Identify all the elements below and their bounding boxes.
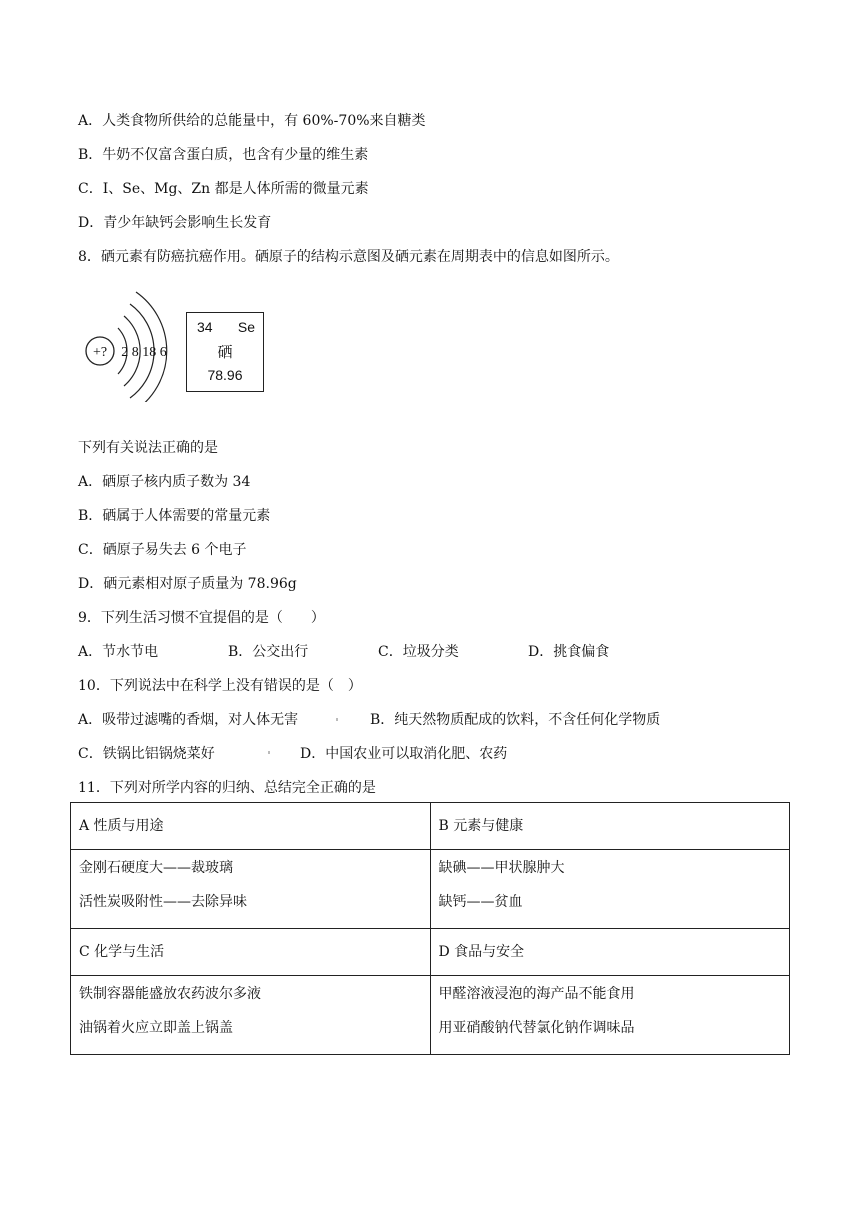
table-cell-c-content <box>71 976 431 1055</box>
q10-option-d: D．中国农业可以取消化肥、农药 <box>300 746 508 762</box>
atomic-number: 34 <box>197 319 213 335</box>
q8-option-b: B．硒属于人体需要的常量元素 <box>78 508 271 524</box>
atomic-mass: 78.96 <box>207 367 243 383</box>
q10-option-b: B．纯天然物质配成的饮料，不含任何化学物质 <box>370 712 661 728</box>
q9-option-d: D．挑食偏食 <box>528 644 610 660</box>
atomic-structure-diagram <box>80 282 190 402</box>
q9-option-a: A．节水节电 <box>78 644 159 660</box>
table-cell-b-content <box>430 850 790 929</box>
table-line: 用亚硝酸钠代替氯化钠作调味品 <box>438 1020 635 1036</box>
q11-summary-table <box>70 802 790 1055</box>
table-cell-b-heading: B 元素与健康 <box>430 803 790 850</box>
table-line: 活性炭吸附性——去除异味 <box>79 894 247 910</box>
q11-stem: 11．下列对所学内容的归纳、总结完全正确的是 <box>78 780 376 796</box>
q8-prompt: 下列有关说法正确的是 <box>78 440 218 456</box>
q10-option-c: C．铁锅比铝锅烧菜好 <box>78 746 215 762</box>
table-line: 甲醛溶液浸泡的海产品不能食用 <box>438 986 635 1002</box>
q8-option-d: D．硒元素相对原子质量为 78.96g <box>78 576 297 592</box>
q9-option-c: C．垃圾分类 <box>378 644 459 660</box>
q9-stem: 9．下列生活习惯不宜提倡的是（ ） <box>78 610 325 626</box>
q9-option-b: B．公交出行 <box>228 644 309 660</box>
electron-counts: 2 8 18 6 <box>121 345 167 360</box>
q7-option-c: C．I、Se、Mg、Zn 都是人体所需的微量元素 <box>78 181 369 197</box>
table-line: 缺钙——贫血 <box>438 894 523 910</box>
q8-stem: 8．硒元素有防癌抗癌作用。硒原子的结构示意图及硒元素在周期表中的信息如图所示。 <box>78 249 619 265</box>
q10-option-a: A．吸带过滤嘴的香烟，对人体无害 <box>78 712 299 728</box>
element-name: 硒 <box>217 343 233 361</box>
table-cell-d-heading: D 食品与安全 <box>430 929 790 976</box>
q10-stem: 10．下列说法中在科学上没有错误的是（ ） <box>78 678 362 694</box>
element-symbol: Se <box>237 319 255 335</box>
table-cell-d-content <box>430 976 790 1055</box>
q8-option-c: C．硒原子易失去 6 个电子 <box>78 542 247 558</box>
scan-speck <box>336 718 338 721</box>
table-cell-a-content <box>71 850 431 929</box>
periodic-element-cell <box>186 312 264 392</box>
table-line: 金刚石硬度大——裁玻璃 <box>79 860 233 876</box>
q7-option-d: D．青少年缺钙会影响生长发育 <box>78 215 272 231</box>
table-line: 缺碘——甲状腺肿大 <box>438 860 565 876</box>
nucleus-charge: +? <box>92 345 108 360</box>
table-line: 油锅着火应立即盖上锅盖 <box>79 1020 233 1036</box>
q8-option-a: A．硒原子核内质子数为 34 <box>78 474 251 490</box>
table-cell-c-heading: C 化学与生活 <box>71 929 431 976</box>
scan-speck <box>268 751 270 754</box>
table-line: 铁制容器能盛放农药波尔多液 <box>79 986 261 1002</box>
q7-option-b: B．牛奶不仅富含蛋白质，也含有少量的维生素 <box>78 147 369 163</box>
q7-option-a: A．人类食物所供给的总能量中，有 60%-70%来自糖类 <box>78 113 426 129</box>
table-cell-a-heading: A 性质与用途 <box>71 803 431 850</box>
selenium-figure <box>80 282 280 402</box>
